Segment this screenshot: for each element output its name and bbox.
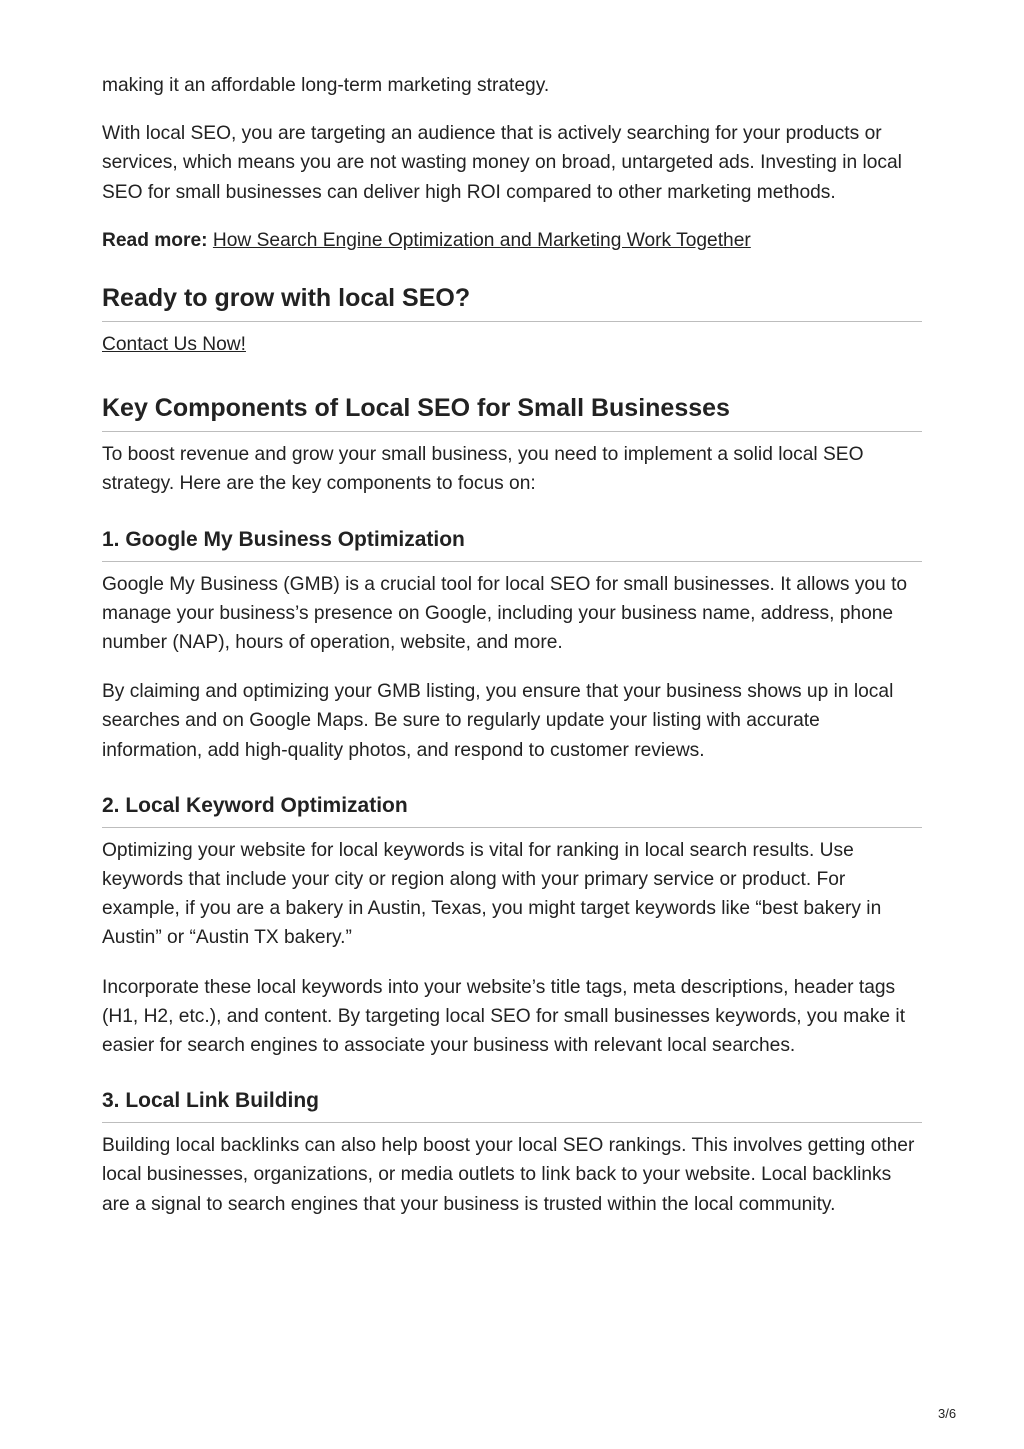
intro-paragraph-1: making it an affordable long-term marketing strategy.	[102, 75, 550, 96]
link-building-paragraph-1: Building local backlinks can also help boost your local SEO rankings. This involves getting other local businesses, organizations, or media outlets to link back to your website. Local backlinks are a signal to search engines that your business is trusted within the local community.	[102, 1135, 915, 1215]
gmb-paragraph-2: By claiming and optimizing your GMB listing, you ensure that your business shows up in local searches and on Google Maps. Be sure to regularly update your listing with accurate information, add high-quality photos, and respond to customer reviews.	[102, 681, 894, 761]
gmb-paragraph-1: Google My Business (GMB) is a crucial tool for local SEO for small businesses. It allows you to manage your business’s presence on Google, including your business name, address, phone number (NAP), hours of operation, website, and more.	[102, 573, 908, 654]
section-heading-keywords: 2. Local Keyword Optimization	[102, 792, 922, 828]
read-more-label: Read more:	[102, 229, 208, 251]
cta-line	[102, 330, 922, 359]
article-content	[102, 71, 922, 1219]
key-components-heading: Key Components of Local SEO for Small Businesses	[102, 392, 922, 432]
keywords-paragraph-2: Incorporate these local keywords into your website’s title tags, meta descriptions, header tags (H1, H2, etc.), and content. By targeting local SEO for small businesses keywords, you make it easier for search engines to associate your business with relevant local searches.	[102, 976, 906, 1057]
contact-us-link[interactable]: Contact Us Now!	[102, 334, 246, 356]
intro-paragraph-2: With local SEO, you are targeting an audience that is actively searching for your products or services, which means you are not wasting money on broad, untargeted ads. Investing in local SEO for small businesses can deliver high ROI compared to other marketing methods.	[102, 123, 902, 203]
read-more-line	[102, 226, 922, 255]
keywords-paragraph-1: Optimizing your website for local keywords is vital for ranking in local search results. Use keywords that include your city or region along with your primary service or product. For example, if you are a bakery in Austin, Texas, you might target keywords like “best bakery in Austin” or “Austin TX bakery.”	[102, 839, 882, 949]
section-heading-link-building: 3. Local Link Building	[102, 1087, 922, 1123]
read-more-link[interactable]: How Search Engine Optimization and Marketing Work Together	[212, 229, 751, 251]
key-components-intro: To boost revenue and grow your small business, you need to implement a solid local SEO strategy. Here are the key components to focus on:	[102, 444, 864, 495]
cta-heading: Ready to grow with local SEO?	[102, 282, 922, 322]
section-heading-gmb: 1. Google My Business Optimization	[102, 526, 922, 562]
page-number: 3/6	[938, 1406, 957, 1421]
